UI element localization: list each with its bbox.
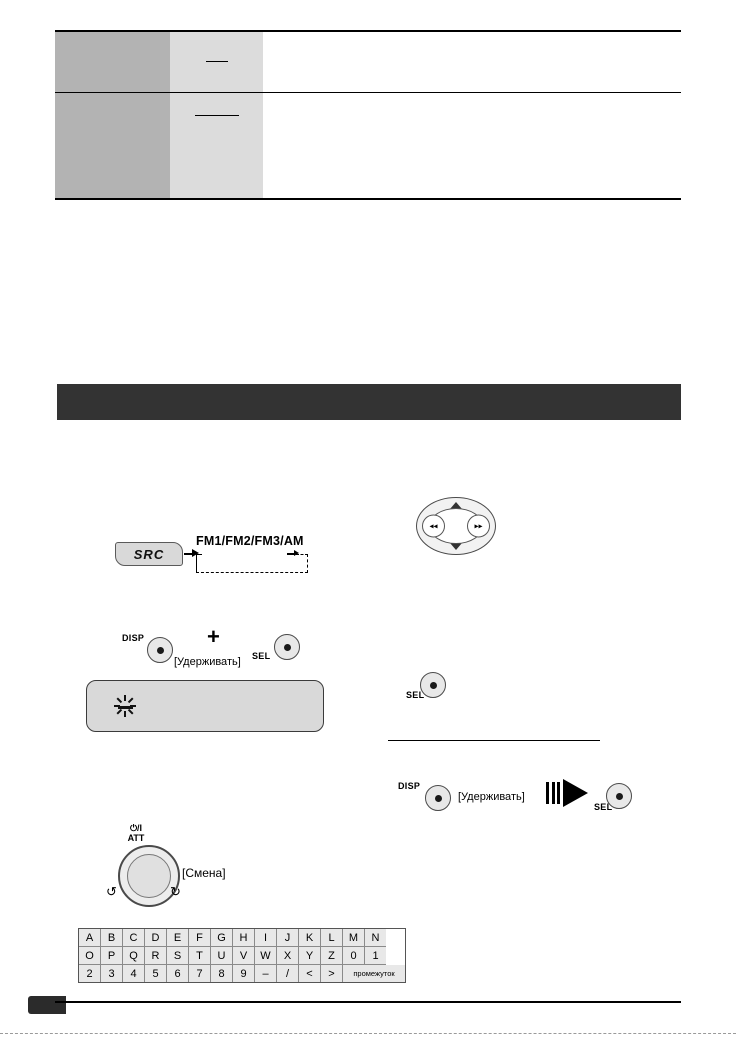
character-cell[interactable]: >: [321, 965, 343, 982]
section-divider: [388, 740, 600, 741]
plus-sign: +: [207, 624, 220, 649]
character-grid-row: [79, 947, 405, 965]
character-cell[interactable]: B: [101, 929, 123, 947]
character-cell[interactable]: U: [211, 947, 233, 965]
space-character-cell[interactable]: промежуток: [343, 965, 405, 982]
character-cell[interactable]: E: [167, 929, 189, 947]
tuner-band-sequence-label: FM1/FM2/FM3/AM: [196, 534, 304, 548]
character-cell[interactable]: 4: [123, 965, 145, 982]
character-cell[interactable]: 5: [145, 965, 167, 982]
change-instruction-label: [Смена]: [182, 866, 226, 880]
character-cell[interactable]: /: [277, 965, 299, 982]
character-cell[interactable]: A: [79, 929, 101, 947]
character-cell[interactable]: P: [101, 947, 123, 965]
character-cell[interactable]: L: [321, 929, 343, 947]
source-button[interactable]: SRC: [115, 542, 183, 566]
table-row: [55, 93, 681, 198]
character-cell[interactable]: 3: [101, 965, 123, 982]
rotate-clockwise-icon: ↻: [170, 884, 181, 899]
display-panel: [86, 680, 324, 732]
character-cell[interactable]: R: [145, 947, 167, 965]
power-att-label: [108, 823, 164, 844]
character-grid-row: [79, 929, 405, 947]
dash-mark-icon: [195, 115, 239, 116]
character-cell[interactable]: 0: [343, 947, 365, 965]
character-cell[interactable]: G: [211, 929, 233, 947]
disp-button[interactable]: [147, 637, 173, 663]
footer-rule: [55, 1001, 681, 1003]
character-cell[interactable]: X: [277, 947, 299, 965]
table-cell-label: [55, 32, 170, 92]
character-cell[interactable]: N: [365, 929, 386, 947]
power-symbol-icon: ⏻/I: [129, 823, 143, 833]
disp-sel-combo: [122, 624, 322, 676]
sequence-loop-path: [196, 545, 308, 573]
dash-mark-icon: [206, 61, 228, 62]
sel-button[interactable]: [274, 634, 300, 660]
seek-forward-icon[interactable]: ▸▸: [467, 515, 490, 538]
volume-knob-inner: [127, 854, 171, 898]
directional-pad[interactable]: [416, 497, 496, 555]
table-bottom-rule: [55, 198, 681, 200]
character-cell[interactable]: J: [277, 929, 299, 947]
character-grid-row: [79, 965, 405, 982]
sel-button-label: SEL: [252, 651, 271, 661]
character-cell[interactable]: –: [255, 965, 277, 982]
table-cell-label: [55, 93, 170, 198]
hold-instruction-label: [Удерживать]: [174, 656, 241, 668]
table-row: [55, 32, 681, 92]
character-cell[interactable]: W: [255, 947, 277, 965]
character-grid: [78, 928, 406, 983]
character-cell[interactable]: Y: [299, 947, 321, 965]
page-crop-line: [0, 1033, 736, 1034]
character-cell[interactable]: Q: [123, 947, 145, 965]
specification-table: [55, 30, 681, 200]
table-cell-value: [170, 93, 263, 198]
thick-right-arrow-icon: [546, 779, 588, 807]
blinking-dash-icon: [113, 697, 137, 717]
character-cell[interactable]: Z: [321, 947, 343, 965]
character-cell[interactable]: M: [343, 929, 365, 947]
character-cell[interactable]: K: [299, 929, 321, 947]
sel-button-label: SEL: [406, 690, 425, 700]
hold-instruction-label: [Удерживать]: [458, 791, 525, 803]
section-heading-bar: [57, 384, 681, 420]
character-cell[interactable]: T: [189, 947, 211, 965]
character-cell[interactable]: 6: [167, 965, 189, 982]
character-cell[interactable]: 7: [189, 965, 211, 982]
character-cell[interactable]: V: [233, 947, 255, 965]
sel-button-group: [408, 672, 468, 712]
character-cell[interactable]: H: [233, 929, 255, 947]
character-cell[interactable]: 1: [365, 947, 386, 965]
character-cell[interactable]: 2: [79, 965, 101, 982]
page-number-tab: [28, 996, 66, 1014]
disp-button[interactable]: [425, 785, 451, 811]
table-cell-value: [170, 32, 263, 92]
disp-button-label: DISP: [122, 633, 145, 643]
character-cell[interactable]: I: [255, 929, 277, 947]
disp-button-label: DISP: [398, 781, 421, 791]
character-cell[interactable]: <: [299, 965, 321, 982]
sel-button-label: SEL: [594, 802, 613, 812]
table-cell-description: [263, 93, 681, 198]
character-cell[interactable]: O: [79, 947, 101, 965]
disp-hold-flow: [398, 778, 643, 812]
character-cell[interactable]: 8: [211, 965, 233, 982]
rotate-counterclockwise-icon: ↺: [106, 884, 117, 899]
seek-backward-icon[interactable]: ◂◂: [422, 515, 445, 538]
table-cell-description: [263, 32, 681, 92]
triangle-down-icon[interactable]: [450, 543, 462, 550]
character-cell[interactable]: D: [145, 929, 167, 947]
att-label: ATT: [127, 833, 145, 844]
character-cell[interactable]: S: [167, 947, 189, 965]
character-cell[interactable]: 9: [233, 965, 255, 982]
character-cell[interactable]: F: [189, 929, 211, 947]
character-cell[interactable]: C: [123, 929, 145, 947]
